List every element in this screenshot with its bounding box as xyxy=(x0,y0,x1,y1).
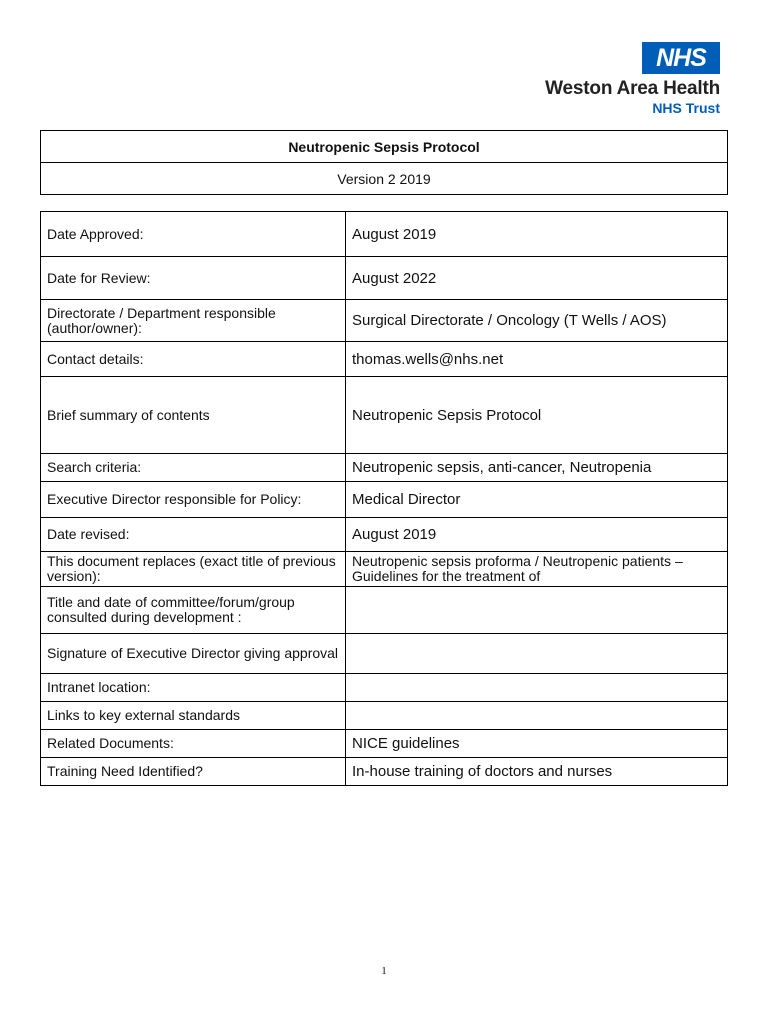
row-label: This document replaces (exact title of previous version): xyxy=(41,552,346,587)
table-row xyxy=(41,518,728,552)
nhs-logo-mark: NHS xyxy=(642,42,720,74)
row-label: Executive Director responsible for Policy: xyxy=(41,482,346,518)
row-label: Contact details: xyxy=(41,342,346,377)
row-value: thomas.wells@nhs.net xyxy=(346,342,728,377)
document-version: Version 2 2019 xyxy=(41,163,728,195)
table-row xyxy=(41,634,728,674)
table-row xyxy=(41,212,728,257)
table-row xyxy=(41,730,728,758)
row-value: Medical Director xyxy=(346,482,728,518)
row-value: In-house training of doctors and nurses xyxy=(346,758,728,786)
row-value: NICE guidelines xyxy=(346,730,728,758)
table-row xyxy=(41,257,728,300)
table-row xyxy=(41,674,728,702)
page-number: 1 xyxy=(381,965,387,977)
row-label: Date for Review: xyxy=(41,257,346,300)
row-value: August 2019 xyxy=(346,212,728,257)
row-value xyxy=(346,702,728,730)
row-value: August 2022 xyxy=(346,257,728,300)
row-value xyxy=(346,587,728,634)
row-value: Neutropenic sepsis proforma / Neutropenic patients – Guidelines for the treatment of xyxy=(346,552,728,587)
row-label: Brief summary of contents xyxy=(41,377,346,454)
row-value xyxy=(346,674,728,702)
table-row xyxy=(41,552,728,587)
organization-trust: NHS Trust xyxy=(652,100,720,116)
title-row xyxy=(41,131,728,163)
row-value xyxy=(346,634,728,674)
row-label: Title and date of committee/forum/group consulted during development : xyxy=(41,587,346,634)
table-row xyxy=(41,377,728,454)
row-label: Related Documents: xyxy=(41,730,346,758)
table-row xyxy=(41,702,728,730)
document-title: Neutropenic Sepsis Protocol xyxy=(41,131,728,163)
row-label: Date Approved: xyxy=(41,212,346,257)
row-label: Directorate / Department responsible (author/owner): xyxy=(41,300,346,342)
row-label: Training Need Identified? xyxy=(41,758,346,786)
row-label: Intranet location: xyxy=(41,674,346,702)
row-label: Search criteria: xyxy=(41,454,346,482)
row-value: Neutropenic Sepsis Protocol xyxy=(346,377,728,454)
organization-name: Weston Area Health xyxy=(545,78,720,99)
row-value: Neutropenic sepsis, anti-cancer, Neutropenia xyxy=(346,454,728,482)
row-label: Date revised: xyxy=(41,518,346,552)
row-label: Signature of Executive Director giving approval xyxy=(41,634,346,674)
row-value: August 2019 xyxy=(346,518,728,552)
row-value: Surgical Directorate / Oncology (T Wells / AOS) xyxy=(346,300,728,342)
table-row xyxy=(41,454,728,482)
nhs-logo xyxy=(510,42,720,117)
version-row xyxy=(41,163,728,195)
table-row xyxy=(41,342,728,377)
table-row xyxy=(41,482,728,518)
title-table xyxy=(40,130,728,195)
document-info-table xyxy=(40,211,728,786)
table-row xyxy=(41,300,728,342)
table-row xyxy=(41,587,728,634)
row-label: Links to key external standards xyxy=(41,702,346,730)
table-row xyxy=(41,758,728,786)
